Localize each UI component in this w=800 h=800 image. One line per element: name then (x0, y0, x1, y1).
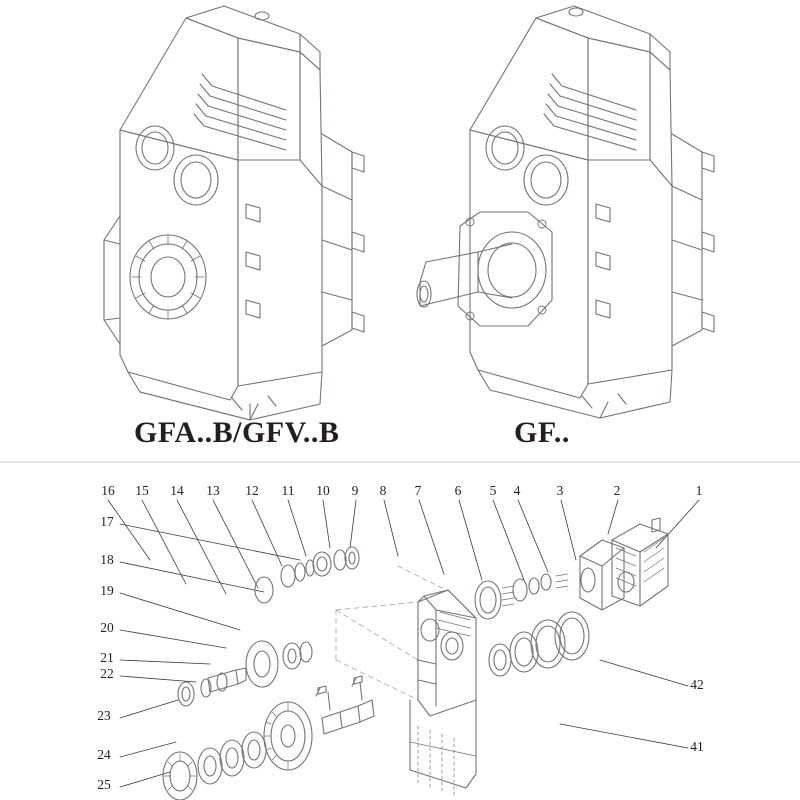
callout-19: 19 (100, 583, 114, 598)
callout-20: 20 (100, 620, 114, 635)
callout-4: 4 (513, 483, 521, 498)
callout-7: 7 (414, 483, 422, 498)
callout-21: 21 (100, 650, 114, 665)
callout-17: 17 (100, 514, 114, 529)
callout-14: 14 (170, 483, 184, 498)
callout-22: 22 (100, 666, 114, 681)
callout-2: 2 (613, 483, 621, 498)
callout-11: 11 (281, 483, 295, 498)
exploded-assembly (108, 500, 699, 800)
callout-24: 24 (97, 747, 111, 762)
caption-left-model: GFA..B/GFV..B (134, 416, 340, 449)
callout-41: 41 (690, 739, 704, 754)
callout-18: 18 (100, 552, 114, 567)
callout-25: 25 (97, 777, 111, 792)
callout-15: 15 (135, 483, 149, 498)
callout-13: 13 (206, 483, 220, 498)
callout-16: 16 (101, 483, 115, 498)
callout-3: 3 (556, 483, 564, 498)
callout-8: 8 (379, 483, 387, 498)
callout-1: 1 (695, 483, 703, 498)
callout-5: 5 (489, 483, 497, 498)
caption-right-model: GF.. (514, 416, 570, 449)
callout-10: 10 (316, 483, 330, 498)
gearbox-left-isometric (104, 6, 364, 420)
callout-9: 9 (351, 483, 359, 498)
callout-42: 42 (690, 677, 704, 692)
callout-23: 23 (97, 708, 111, 723)
callout-12: 12 (245, 483, 259, 498)
callout-6: 6 (454, 483, 462, 498)
gearbox-right-isometric (417, 6, 714, 418)
